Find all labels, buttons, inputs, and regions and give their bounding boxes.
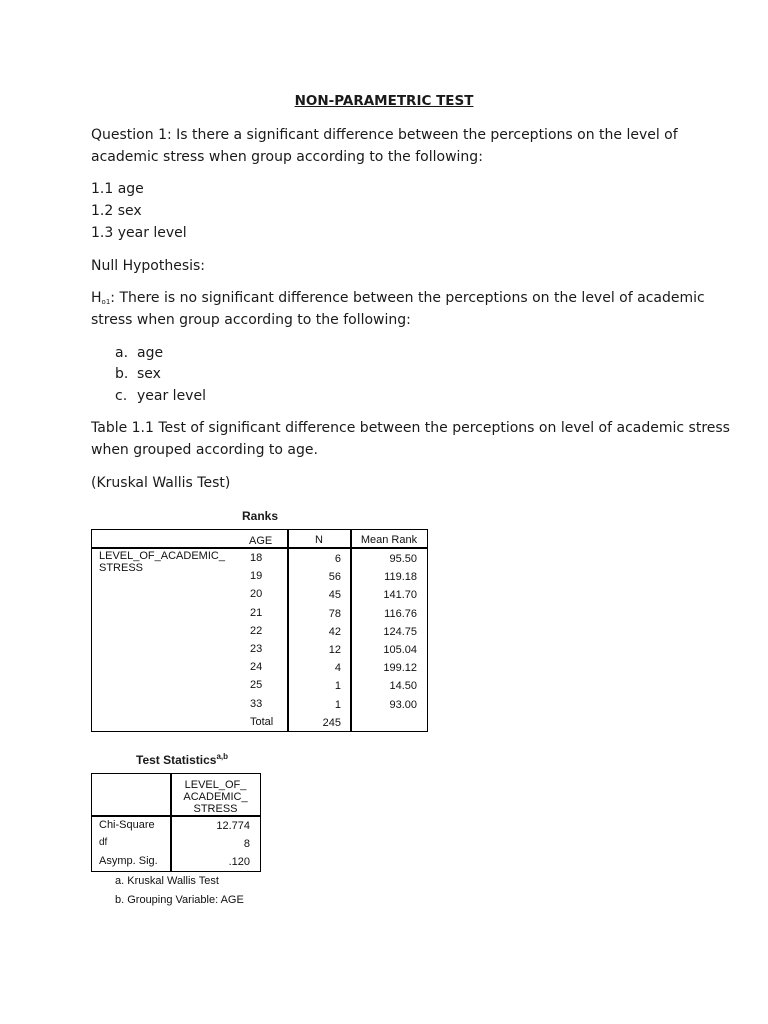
list-item: 1.2 sex <box>91 203 142 219</box>
rank-n: 56 <box>328 571 341 583</box>
test-stats-title-sup: a,b <box>216 752 229 761</box>
col-header-age: AGE <box>249 535 273 547</box>
list-item: 1.3 year level <box>91 225 187 241</box>
list-marker: a. <box>115 345 129 361</box>
rank-mean: 95.50 <box>389 553 417 565</box>
rank-mean: 124.75 <box>383 626 417 638</box>
footnote-a: a. Kruskal Wallis Test <box>115 875 219 887</box>
null-hypothesis-label: Null Hypothesis: <box>91 258 206 274</box>
hypothesis-h: H <box>91 290 102 306</box>
stat-label-asymp-sig: Asymp. Sig. <box>99 855 158 867</box>
rank-n: 78 <box>328 608 341 620</box>
rank-n: 245 <box>322 717 341 729</box>
rank-n: 1 <box>334 680 341 692</box>
col-header-mean-rank: Mean Rank <box>360 534 418 546</box>
page-title: NON-PARAMETRIC TEST <box>294 93 474 109</box>
rank-age: 25 <box>250 679 263 691</box>
rank-n: 45 <box>328 589 341 601</box>
hypothesis-text: : There is no significant difference between the perceptions on the level of academic <box>110 290 705 306</box>
rank-n: 42 <box>328 626 341 638</box>
rank-age: 23 <box>250 643 263 655</box>
stat-value-chi-square: 12.774 <box>216 820 250 832</box>
rank-mean: 105.04 <box>383 644 417 656</box>
list-text: year level <box>137 388 206 404</box>
ranks-title: Ranks <box>242 509 279 523</box>
list-item <box>115 342 163 364</box>
variable-label-line-2: STRESS <box>99 562 144 574</box>
table-caption-line-1: Table 1.1 Test of significant difference between the perceptions on level of academic stress <box>91 420 730 436</box>
rank-age: Total <box>250 716 274 728</box>
question-line-1: Question 1: Is there a significant difference between the perceptions on the level of <box>91 127 678 143</box>
rank-n: 12 <box>328 644 341 656</box>
rank-mean: 116.76 <box>384 608 417 620</box>
list-marker: b. <box>115 366 129 382</box>
rank-mean: 199.12 <box>383 662 417 674</box>
stat-col-header-line-3: STRESS <box>193 803 238 815</box>
rank-age: 19 <box>250 570 263 582</box>
test-name: (Kruskal Wallis Test) <box>91 475 231 491</box>
question-line-2: academic stress when group according to the following: <box>91 149 483 165</box>
stat-label-chi-square: Chi-Square <box>99 819 155 831</box>
age-header-rule <box>247 547 287 548</box>
rank-n: 4 <box>334 662 341 674</box>
stat-value-asymp-sig: .120 <box>228 856 250 868</box>
hypothesis-subscript: o1 <box>101 298 111 306</box>
rank-age: 18 <box>250 552 263 564</box>
list-item: 1.1 age <box>91 181 144 197</box>
hypothesis-line-2: stress when group according to the following: <box>91 312 411 328</box>
list-item <box>115 363 161 385</box>
rank-age: 33 <box>250 698 263 710</box>
variable-label-line-1: LEVEL_OF_ACADEMIC_ <box>99 550 225 562</box>
list-text: age <box>137 345 164 361</box>
rank-age: 20 <box>250 588 263 600</box>
stat-col-header-line-2: ACADEMIC_ <box>183 791 248 803</box>
test-stats-title-text: Test Statistics <box>136 753 217 767</box>
list-item <box>115 385 206 407</box>
rank-age: 22 <box>250 625 263 637</box>
list-text: sex <box>137 366 161 382</box>
list-marker: c. <box>115 388 128 404</box>
rank-mean: 119.18 <box>384 571 417 583</box>
test-stats-title <box>136 752 228 767</box>
table-caption-line-2: when grouped according to age. <box>91 442 318 458</box>
col-header-n: N <box>315 534 323 546</box>
rank-mean: 93.00 <box>389 699 417 711</box>
stat-value-df: 8 <box>243 838 250 850</box>
stat-col-header-line-1: LEVEL_OF_ <box>184 779 247 791</box>
rank-age: 21 <box>250 607 263 619</box>
stat-label-df: df <box>99 837 108 848</box>
footnote-b: b. Grouping Variable: AGE <box>115 894 244 906</box>
rank-mean: 141.70 <box>383 589 417 601</box>
rank-mean: 14.50 <box>389 680 417 692</box>
rank-age: 24 <box>250 661 263 673</box>
rank-n: 6 <box>334 553 341 565</box>
test-stats-header-rule <box>91 815 261 817</box>
rank-n: 1 <box>334 699 341 711</box>
